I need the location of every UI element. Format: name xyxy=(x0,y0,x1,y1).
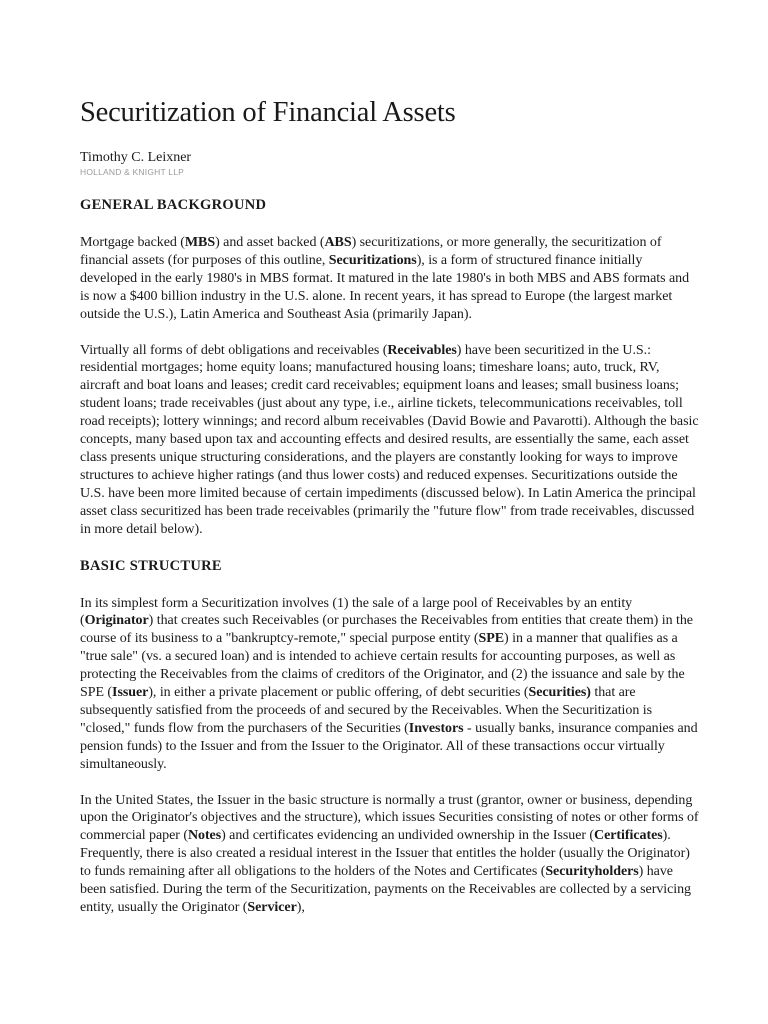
bold-term: Securitizations xyxy=(328,252,417,268)
document-title: Securitization of Financial Assets xyxy=(80,97,456,128)
paragraph-basic-structure-2: In the United States, the Issuer in the basic structure is normally a trust (grantor, owner or business, depending upon the Originator's objectives and the structure), which issues Securities consisting of notes or other forms of commercial paper (Notes) and certificates evidencing an undivided ownership in the Issuer (Certificates). Frequently, there is also created a residual interest in the Issuer that entitles the holder (usually the Originator) to funds remaining after all obligations to the holders of the Notes and Certificates (Securityholders) have been satisfied. During the term of the Securitization, payments on the Receivables are collected by a servicing entity, usually the Originator (Servicer), xyxy=(80,792,699,915)
document-page xyxy=(80,95,700,917)
bold-term: Originator xyxy=(84,613,149,629)
bold-term: Servicer xyxy=(247,900,297,915)
author-firm: HOLLAND & KNIGHT LLP xyxy=(80,167,184,177)
paragraph-general-background-1: Mortgage backed (MBS) and asset backed (ABS) securitizations, or more generally, the securitization of financial assets (for purposes of this outline, Securitizations), is a form of structured finance initially developed in the early 1980's in MBS format. It matured in the late 1980's in both MBS and ABS formats and is now a $400 billion industry in the U.S. alone. In recent years, it has spread to Europe (the largest market outside the U.S.), Latin America and Southeast Asia (primarily Japan). xyxy=(80,235,690,322)
bold-term: Investors xyxy=(408,720,464,736)
author-name: Timothy C. Leixner xyxy=(80,150,192,165)
bold-term: SPE xyxy=(478,631,505,647)
bold-term: Issuer xyxy=(112,685,149,701)
paragraph-general-background-2: Virtually all forms of debt obligations and receivables (Receivables) have been securitized in the U.S.: residential mortgages; home equity loans; manufactured housing loans; timeshare loans; auto, truck, RV, aircraft and boat loans and leases; credit card receivables; equipment loans and leases; small business loans; student loans; trade receivables (just about any type, i.e., airline tickets, telecommunications receivables, toll road receipts); lottery winnings; and record album receivables (David Bowie and Pavarotti). Although the basic concepts, many based upon tax and accounting effects and desired results, are essentially the same, each asset class presents unique structuring considerations, and the players are constantly looking for ways to improve structures to achieve higher ratings (and thus lower costs) and reduced expenses. Securitizations outside the U.S. have been more limited because of certain impediments (discussed below). In Latin America the principal asset class securitized has been trade receivables (primarily the "future flow" from trade receivables, discussed in more detail below). xyxy=(80,342,699,537)
bold-term: Notes xyxy=(187,828,222,844)
bold-term: ABS xyxy=(324,235,352,250)
bold-term: Certificates xyxy=(594,828,663,844)
section-heading-basic-structure: BASIC STRUCTURE xyxy=(80,557,222,574)
bold-term: MBS xyxy=(184,235,216,250)
section-heading-general-background: GENERAL BACKGROUND xyxy=(80,197,267,213)
bold-term: Receivables xyxy=(387,342,457,358)
bold-term: Securities) xyxy=(528,685,591,701)
bold-term: Securityholders xyxy=(545,864,639,880)
paragraph-basic-structure-1: In its simplest form a Securitization involves (1) the sale of a large pool of Receivables by an entity (Originator) that creates such Receivables (or purchases the Receivables from entities that create them) in the course of its business to a "bankruptcy-remote," special purpose entity (SPE) in a manner that qualifies as a "true sale" (vs. a secured loan) and is intended to achieve certain results for accounting purposes, as well as protecting the Receivables from the claims of creditors of the Originator, and (2) the issuance and sale by the SPE (Issuer), in either a private placement or public offering, of debt securities (Securities) that are subsequently satisfied from the proceeds of and secured by the Receivables. When the Securitization is "closed," funds flow from the purchasers of the Securities (Investors - usually banks, insurance companies and pension funds) to the Issuer and from the Issuer to the Originator. All of these transactions occur virtually simultaneously. xyxy=(80,595,698,772)
